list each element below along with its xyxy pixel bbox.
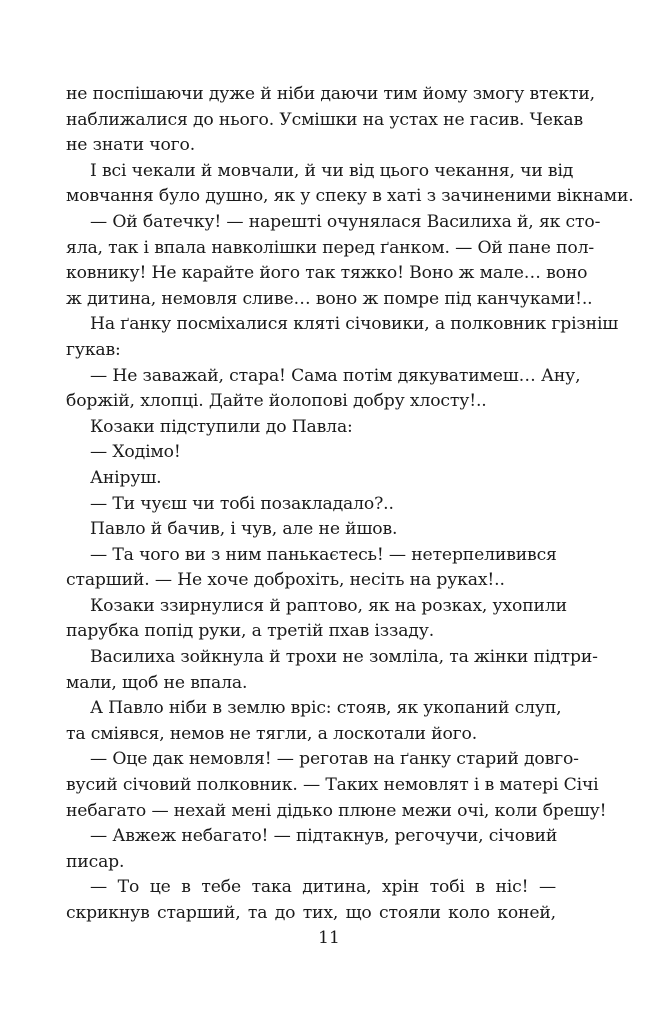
text-line: — То це в тебе така дитина, хрін тобі в ніс! — [90, 877, 556, 898]
text-line: не знати чого. [66, 135, 196, 156]
text-line: небагато — нехай мені дідько плюне межи очі, коли брешу! [66, 800, 607, 821]
text-line: та сміявся, немов не тягли, а лоскотали його. [66, 723, 478, 744]
text-line: — Ходімо! [90, 442, 181, 463]
text-line: яла, так і впала навколішки перед ґанком. — Ой пане пол- [66, 237, 594, 258]
text-line: На ґанку посміхалися кляті січовики, а полковник грізніш [90, 314, 619, 335]
text-line: — Та чого ви з ним панькаєтесь! — нетерпеливився [90, 544, 557, 565]
book-page-body [66, 82, 634, 927]
text-line: Павло й бачив, і чув, але не йшов. [90, 519, 398, 540]
text-line: — Авжеж небагато! — підтакнув, регочучи, січовий [90, 826, 558, 847]
text-line: не поспішаючи дуже й ніби даючи тим йому змогу втекти, [66, 84, 595, 104]
text-line: Козаки ззирнулися й раптово, як на розках, ухопили [90, 595, 567, 616]
text-line: мовчання було душно, як у спеку в хаті з зачиненими вікнами. [66, 186, 634, 207]
text-line: — Не заважай, стара! Сама потім дякуватимеш… Ану, [90, 365, 581, 386]
page-number: 11 [318, 928, 340, 948]
text-line: Козаки підступили до Павла: [90, 416, 353, 437]
text-line: Василиха зойкнула й трохи не зомліла, та жінки підтри- [90, 647, 598, 668]
text-line: ковнику! Не карайте його так тяжко! Воно ж мале… воно [66, 263, 588, 284]
text-line: старший. — Не хоче доброхіть, несіть на руках!.. [66, 570, 505, 591]
text-line: — Ой батечку! — нарешті очунялася Василиха й, як сто- [90, 211, 601, 232]
text-line: вусий січовий полковник. — Таких немовлят і в матері Січі [66, 775, 599, 796]
text-line: І всі чекали й мовчали, й чи від цього чекання, чи від [90, 160, 574, 181]
text-line: боржій, хлопці. Дайте йолопові добру хлосту!.. [66, 391, 487, 412]
text-line: скрикнув старший, та до тих, що стояли коло коней, [66, 903, 556, 923]
text-line: гукав: [66, 339, 121, 360]
text-line: мали, щоб не впала. [66, 672, 248, 693]
text-line: — Оце дак немовля! — реготав на ґанку старий довго- [90, 749, 579, 770]
text-line: — Ти чуєш чи тобі позакладало?.. [90, 493, 394, 514]
text-line: парубка попід руки, а третій пхав іззаду. [66, 621, 435, 642]
text-line: ж дитина, немовля сливе… воно ж помре під канчуками!.. [66, 288, 593, 309]
text-line: А Павло ніби в землю вріс: стояв, як укопаний слуп, [90, 698, 562, 719]
text-line: Аніруш. [90, 467, 162, 488]
text-line: наближалися до нього. Усмішки на устах не гасив. Чекав [66, 109, 584, 130]
text-line: писар. [66, 851, 125, 872]
